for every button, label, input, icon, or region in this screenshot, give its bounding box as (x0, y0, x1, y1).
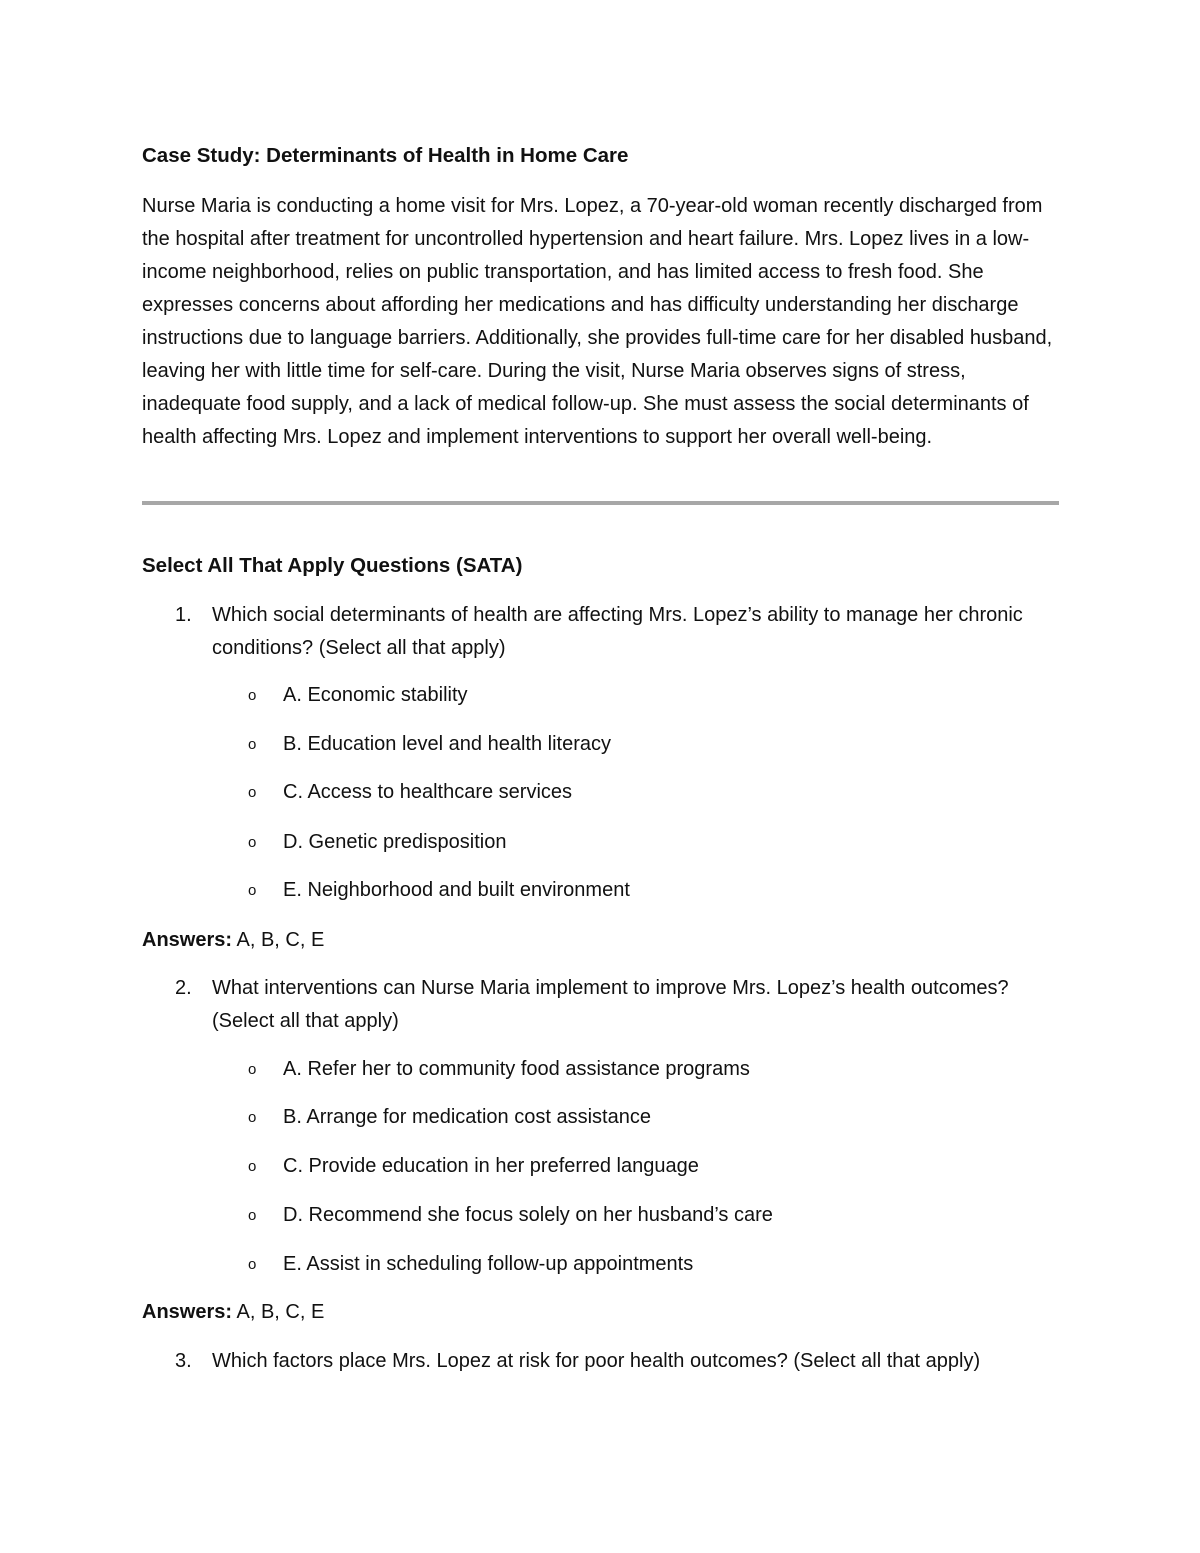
answers-value: A, B, C, E (236, 929, 325, 951)
option-item (248, 826, 506, 859)
option-text: A. Economic stability (283, 684, 468, 706)
answers-line (142, 1296, 324, 1329)
question-text: Which factors place Mrs. Lopez at risk for poor health outcomes? (Select all that apply) (212, 1350, 981, 1372)
bullet-icon: o (248, 834, 257, 851)
bullet-icon: o (248, 784, 257, 801)
bullet-icon: o (248, 736, 257, 753)
bullet-icon: o (248, 882, 257, 899)
question-number: 3. (175, 1350, 192, 1372)
option-item (248, 728, 611, 761)
question-number: 1. (175, 604, 192, 626)
option-item (248, 776, 572, 809)
option-text: B. Arrange for medication cost assistance (283, 1106, 651, 1128)
option-item (248, 1053, 750, 1086)
option-item (248, 1248, 693, 1281)
option-item (248, 874, 630, 907)
question-text: Which social determinants of health are affecting Mrs. Lopez’s ability to manage her chronic conditions? (Select all that apply) (212, 604, 1023, 659)
question-text: What interventions can Nurse Maria implement to improve Mrs. Lopez’s health outcomes? (Select all that apply) (212, 977, 1009, 1032)
option-text: A. Refer her to community food assistance programs (283, 1058, 750, 1080)
answers-label: Answers: (142, 929, 233, 951)
option-item (248, 679, 468, 712)
horizontal-divider (142, 501, 1059, 505)
option-item (248, 1101, 651, 1134)
option-text: E. Neighborhood and built environment (283, 879, 630, 901)
option-text: E. Assist in scheduling follow-up appointments (283, 1253, 694, 1275)
answers-label: Answers: (142, 1301, 233, 1323)
bullet-icon: o (248, 1207, 257, 1224)
bullet-icon: o (248, 1061, 257, 1078)
bullet-icon: o (248, 1158, 257, 1175)
option-text: B. Education level and health literacy (283, 733, 611, 755)
document-title: Case Study: Determinants of Health in Home Care (142, 144, 629, 167)
option-text: D. Genetic predisposition (283, 831, 507, 853)
option-text: C. Access to healthcare services (283, 781, 573, 803)
option-item (248, 1150, 699, 1183)
option-text: D. Recommend she focus solely on her husband’s care (283, 1204, 773, 1226)
bullet-icon: o (248, 1109, 257, 1126)
section-title: Select All That Apply Questions (SATA) (142, 554, 523, 577)
option-item (248, 1199, 773, 1232)
bullet-icon: o (248, 687, 257, 704)
answers-value: A, B, C, E (236, 1301, 325, 1323)
answers-line (142, 924, 324, 957)
option-text: C. Provide education in her preferred language (283, 1155, 699, 1177)
question-number: 2. (175, 977, 192, 999)
bullet-icon: o (248, 1256, 257, 1273)
case-description: Nurse Maria is conducting a home visit for Mrs. Lopez, a 70-year-old woman recently discharged from the hospital after treatment for uncontrolled hypertension and heart failure. Mrs. Lopez lives in a low-income neighborhood, relies on public transportation, and has limited access to fresh food. She expresses concerns about affording her medications and has difficulty understanding her discharge instructions due to language barriers. Additionally, she provides full-time care for her disabled husband, leaving her with little time for self-care. During the visit, Nurse Maria observes signs of stress, inadequate food supply, and a lack of medical follow-up. She must assess the social determinants of health affecting Mrs. Lopez and implement interventions to support her overall well-being. (142, 195, 1053, 448)
